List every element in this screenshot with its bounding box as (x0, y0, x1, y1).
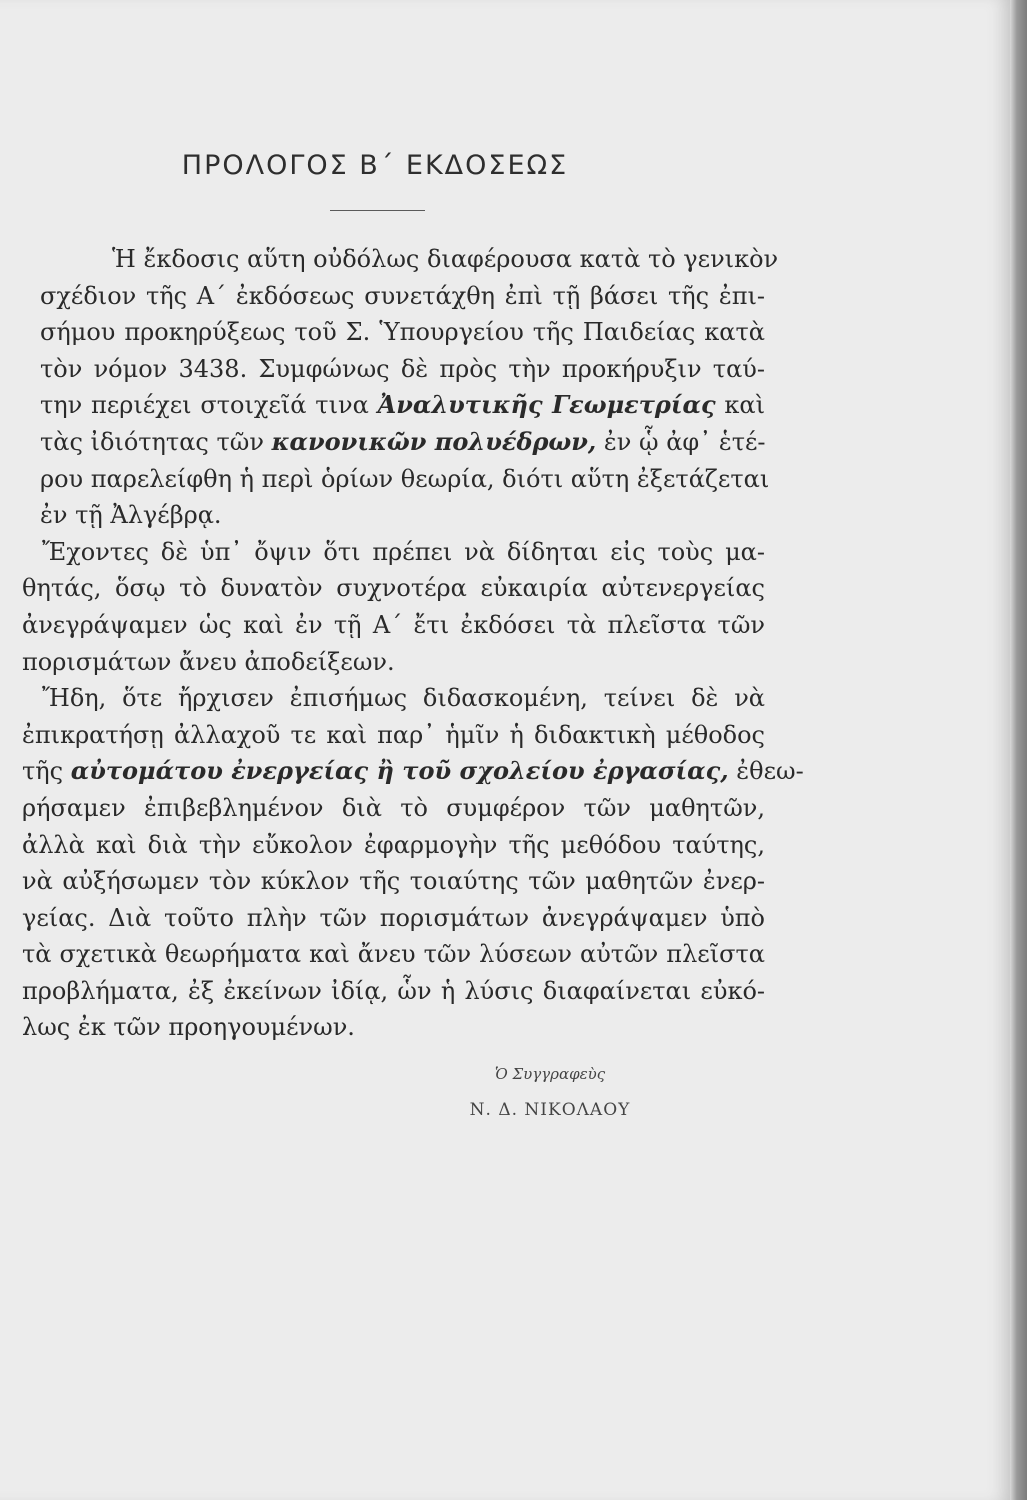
paragraph-3 (0, 680, 804, 1046)
text-line: τὰ σχετικὰ θεωρήματα καὶ ἄνευ τῶν λύσεων αὐτῶν πλεῖστα (22, 940, 765, 969)
text-line: τὰς ἰδιότητας τῶν κανονικῶν πολυέδρων, ἐν ᾧ ἀφ᾽ ἑτέ- (40, 426, 766, 456)
text-line: γείας. Διὰ τοῦτο πλὴν τῶν πορισμάτων ἀνεγράψαμεν ὑπὸ (22, 903, 765, 932)
text-line: νὰ αὐξήσωμεν τὸν κύκλον τῆς τοιαύτης τῶν μαθητῶν ἐνερ- (22, 867, 765, 896)
text-line: θητάς, ὅσῳ τὸ δυνατὸν συχνοτέρα εὐκαιρία αὐτενεργείας (22, 574, 765, 603)
text-line: Ἔχοντες δὲ ὑπ᾽ ὄψιν ὅτι πρέπει νὰ δίδηται εἰς τοὺς μα- (42, 537, 765, 566)
text-line: τὸν νόμον 3438. Συμφώνως δὲ πρὸς τὴν προκήρυξιν ταύ- (40, 354, 765, 383)
emphasis: κανονικῶν πολυέδρων, (271, 426, 597, 456)
text-line: λως ἐκ τῶν προηγουμένων. (22, 1013, 355, 1042)
emphasis: Ἀναλυτικῆς Γεωμετρίας (377, 390, 716, 420)
text-line: Ἡ ἔκδοσις αὕτη οὐδόλως διαφέρουσα κατὰ τὸ γενικὸν (112, 245, 779, 273)
text-line: ἀλλὰ καὶ διὰ τὴν εὔκολον ἐφαρμογὴν τῆς μεθόδου ταύτης, (22, 830, 765, 859)
text-line: ρου παρελείφθη ἡ περὶ ὁρίων θεωρία, διότι αὕτη ἐξετάζεται (40, 464, 770, 493)
text-line: ἐπικρατήσῃ ἀλλαχοῦ τε καὶ παρ᾽ ἡμῖν ἡ διδακτικὴ μέθοδος (22, 720, 765, 749)
signature-name: Ν. Δ. ΝΙΚΟΛΑΟΥ (469, 1100, 631, 1120)
text-line: σήμου προκηρύξεως τοῦ Σ. Ὑπουργείου τῆς Παιδείας κατὰ (40, 318, 765, 347)
paragraph-1 (0, 241, 779, 534)
signature-role: Ὁ Συγγραφεὺς (494, 1065, 606, 1083)
text-line: ἐν τῇ Ἀλγέβρᾳ. (40, 501, 222, 530)
emphasis: αὐτομάτου ἐνεργείας ἢ τοῦ σχολείου ἐργασίας, (70, 756, 729, 786)
page-title: ΠΡΟΛΟΓΟΣ Β΄ ΕΚΔΟΣΕΩΣ (181, 150, 569, 181)
preface-body (0, 241, 804, 1046)
text-line: τῆς αὐτομάτου ἐνεργείας ἢ τοῦ σχολείου ἐργασίας, ἐθεω- (22, 756, 804, 786)
text-line: ἀνεγράψαμεν ὡς καὶ ἐν τῇ Α΄ ἔτι ἐκδόσει τὰ πλεῖστα τῶν (22, 610, 765, 639)
paragraph-2 (0, 534, 765, 680)
text-line: προβλήματα, ἐξ ἐκείνων ἰδίᾳ, ὧν ἡ λύσις διαφαίνεται εὐκό- (22, 976, 765, 1005)
text-line: την περιέχει στοιχεῖά τινα Ἀναλυτικῆς Γεωμετρίας καὶ (40, 390, 765, 420)
text-line: πορισμάτων ἄνευ ἀποδείξεων. (22, 647, 395, 676)
page-edge (1010, 0, 1027, 1500)
text-line: σχέδιον τῆς Α΄ ἐκδόσεως συνετάχθη ἐπὶ τῇ βάσει τῆς ἐπι- (40, 281, 765, 310)
text-line: Ἤδη, ὅτε ἤρχισεν ἐπισήμως διδασκομένη, τείνει δὲ νὰ (42, 684, 765, 713)
title-divider (330, 210, 425, 211)
text-line: ρήσαμεν ἐπιβεβλημένον διὰ τὸ συμφέρον τῶν μαθητῶν, (22, 793, 765, 822)
